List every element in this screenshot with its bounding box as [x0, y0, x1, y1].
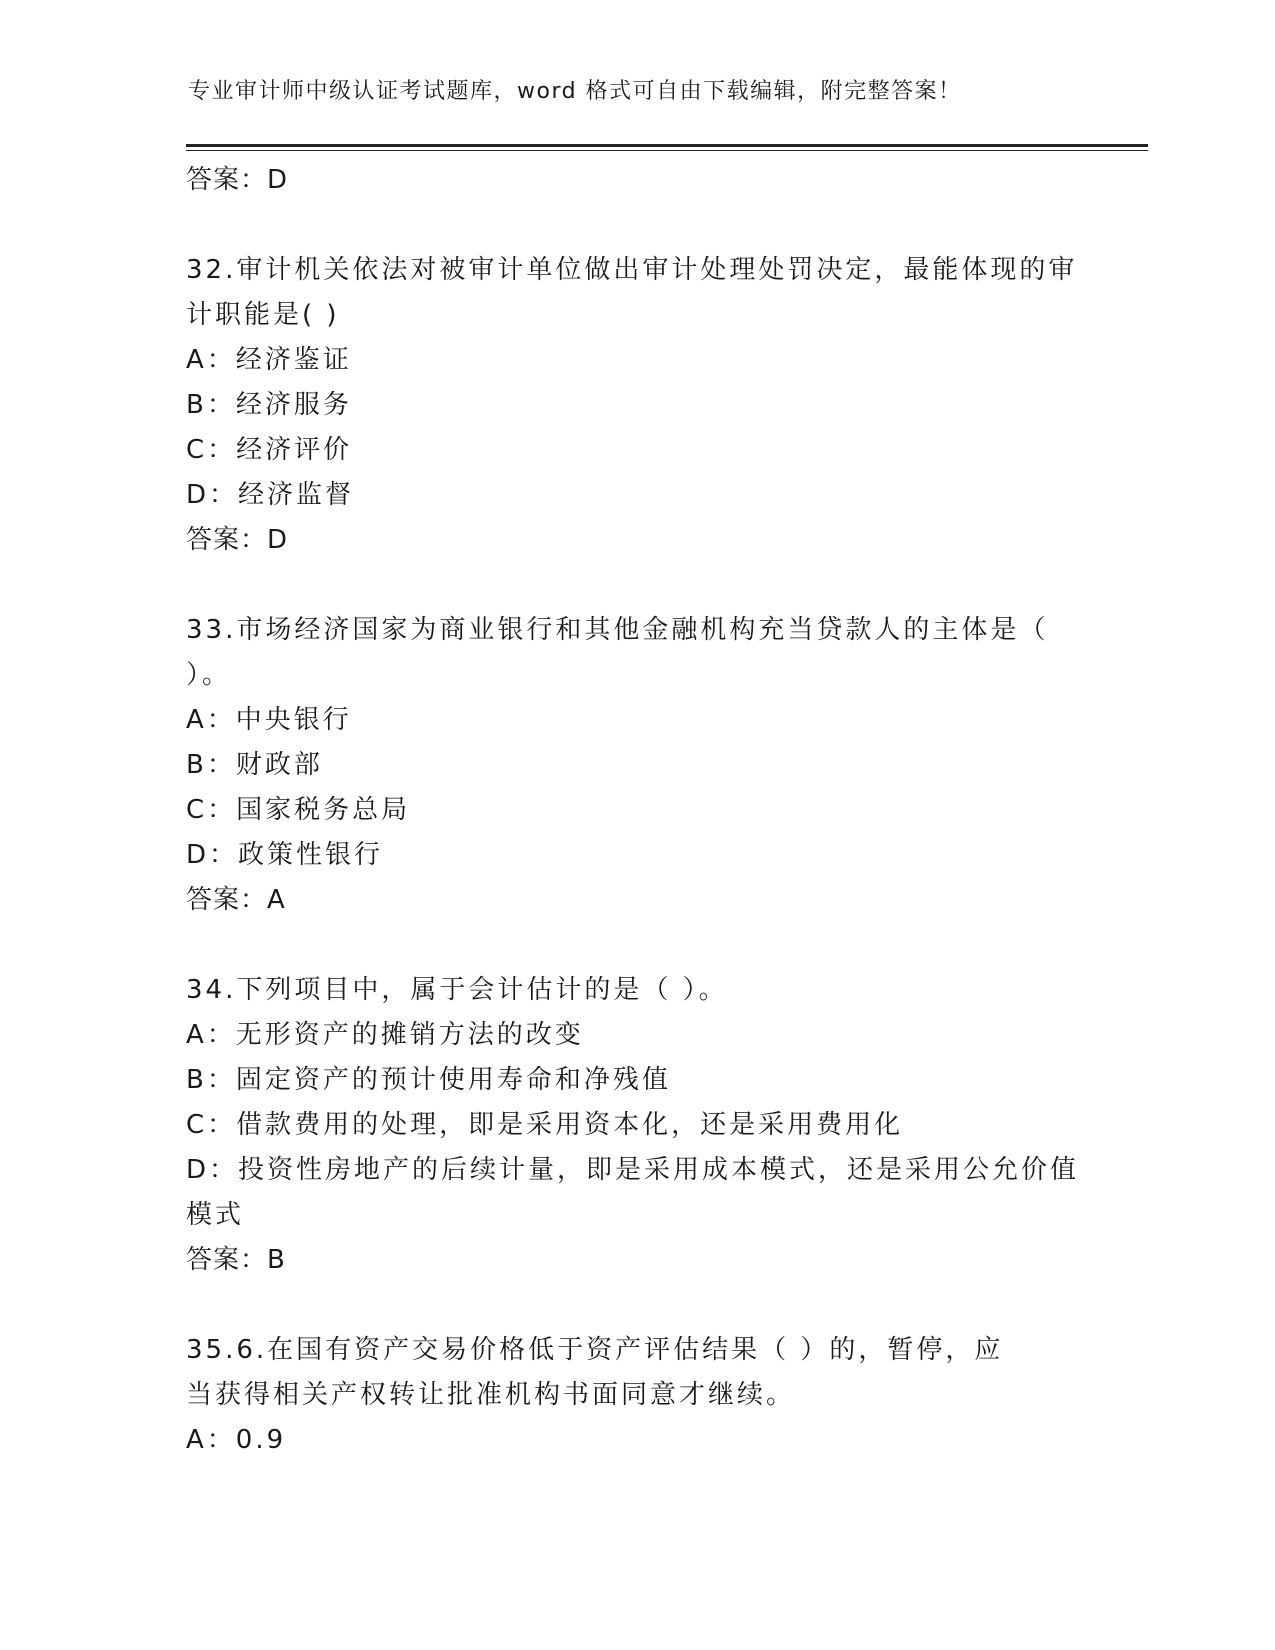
option-b: B：财政部	[186, 750, 323, 780]
option-b: B：固定资产的预计使用寿命和净残值	[186, 1065, 671, 1095]
question-text: 32.审计机关依法对被审计单位做出审计处理处罚决定，最能体现的审	[186, 255, 1078, 285]
question-text: 33.市场经济国家为商业银行和其他金融机构充当贷款人的主体是（	[186, 615, 1049, 645]
option-d: D：投资性房地产的后续计量，即是采用成本模式，还是采用公允价值	[186, 1155, 1080, 1185]
question-text: ）。	[186, 660, 232, 690]
answer-line: 答案：A	[186, 885, 286, 915]
option-b: B：经济服务	[186, 390, 352, 420]
header-rule-thin	[186, 150, 1148, 151]
option-d: D：经济监督	[186, 480, 355, 510]
question-block	[186, 1328, 1066, 1463]
question-block	[186, 248, 1078, 563]
option-d-continued: 模式	[186, 1200, 245, 1230]
answer-line: 答案：B	[186, 1245, 286, 1275]
answer-line: 答案：D	[186, 165, 289, 195]
option-c: C：借款费用的处理，即是采用资本化，还是采用费用化	[186, 1110, 904, 1140]
option-c: C：国家税务总局	[186, 795, 411, 825]
question-block	[186, 608, 1066, 923]
question-text: 34.下列项目中，属于会计估计的是（ ）。	[186, 975, 728, 1005]
option-a: A：经济鉴证	[186, 345, 352, 375]
question-block	[186, 968, 1080, 1283]
option-a: A：中央银行	[186, 705, 352, 735]
answer-line: 答案：D	[186, 525, 289, 555]
question-text: 计职能是( )	[186, 300, 340, 330]
question-content	[186, 158, 1080, 1463]
option-d: D：政策性银行	[186, 840, 384, 870]
option-c: C：经济评价	[186, 435, 353, 465]
option-a: A：0.9	[186, 1425, 287, 1455]
document-header: 专业审计师中级认证考试题库，word 格式可自由下载编辑，附完整答案！	[188, 79, 962, 104]
option-a: A：无形资产的摊销方法的改变	[186, 1020, 584, 1050]
header-rule-thick	[186, 144, 1148, 147]
question-text: 当获得相关产权转让批准机构书面同意才继续。	[186, 1380, 796, 1410]
question-text: 35.6.在国有资产交易价格低于资产评估结果（ ）的，暂停，应	[186, 1335, 1004, 1365]
